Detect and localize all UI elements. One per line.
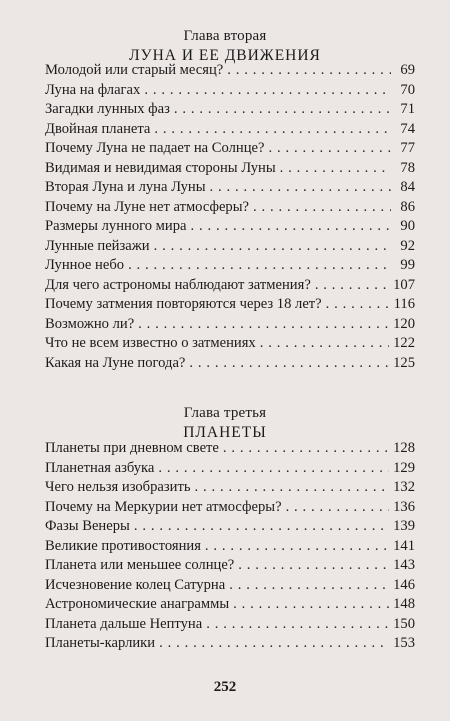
dot-leader [134,517,389,537]
toc-entry-page: 153 [393,635,415,651]
dot-leader [206,615,389,635]
toc-entry-title: Луна на флагах [45,81,141,98]
toc-entry-page: 141 [393,537,415,554]
toc-entry [45,517,415,537]
toc-entry [45,178,415,198]
toc-entry-title: Великие противостояния [45,537,201,554]
toc-entry-title: Какая на Луне погода? [45,354,186,371]
toc-entry-page: 120 [393,315,415,332]
toc-entry-title: Исчезновение колец Сатурна [45,576,226,593]
dot-leader [191,217,392,237]
dot-leader [174,100,391,120]
toc-entry-title: Молодой или старый месяц? [45,62,224,78]
dot-leader [326,295,390,315]
chapter-2-label: Глава вторая [183,28,267,44]
toc-entry [45,634,415,654]
toc-entry-title: Лунные пейзажи [45,237,150,254]
toc-entry-page: 132 [393,479,415,495]
toc-entry [45,498,415,518]
toc-entry [45,217,415,237]
dot-leader [227,61,391,81]
toc-entry-title: Лунное небо [45,257,125,273]
toc-entry-page: 107 [393,276,415,293]
toc-entry [45,478,415,498]
dot-leader [159,634,389,654]
toc-entry-page: 70 [400,81,415,98]
toc-entry [45,198,415,218]
toc-entry [45,315,415,335]
chapter-2-contents [45,61,415,373]
dot-leader [154,237,391,257]
toc-entry-page: 99 [400,257,415,273]
toc-entry [45,295,415,315]
toc-entry-page: 139 [393,518,415,534]
toc-entry [45,576,415,596]
toc-entry [45,334,415,354]
page-number: 252 [213,679,237,695]
toc-entry-title: Планетная азбука [45,459,155,476]
toc-entry-title: Возможно ли? [45,315,135,332]
toc-entry-title: Фазы Венеры [45,518,130,534]
toc-entry-page: 125 [393,354,415,371]
toc-entry-page: 69 [400,62,415,78]
dot-leader [315,276,389,296]
chapter-2-title: ЛУНА И ЕЕ ДВИЖЕНИЯ [129,47,321,64]
toc-entry-title: Видимая и невидимая стороны Луны [45,159,276,176]
dot-leader [286,498,390,518]
toc-entry-page: 71 [400,101,415,117]
toc-entry-title: Почему на Луне нет атмосферы? [45,198,250,215]
toc-entry-page: 136 [393,498,415,515]
toc-entry [45,615,415,635]
toc-entry-page: 146 [393,576,415,593]
dot-leader [189,354,389,374]
toc-entry-page: 116 [393,296,415,312]
toc-entry-title: Загадки лунных фаз [45,101,170,117]
toc-entry [45,139,415,159]
dot-leader [210,178,391,198]
toc-entry-title: Планеты-карлики [45,635,156,651]
toc-entry-page: 77 [400,140,415,156]
toc-entry [45,61,415,81]
toc-entry-page: 143 [393,557,415,573]
toc-entry-page: 150 [393,615,415,632]
toc-entry-page: 74 [400,120,415,137]
dot-leader [260,334,389,354]
toc-entry [45,81,415,101]
dot-leader [144,81,391,101]
toc-entry-title: Почему затмения повторяются через 18 лет? [45,296,322,312]
toc-entry-page: 90 [400,218,415,234]
dot-leader [138,315,389,335]
dot-leader [194,478,389,498]
toc-entry-title: Чего нельзя изобразить [45,479,191,495]
dot-leader [128,256,391,276]
toc-entry [45,276,415,296]
toc-entry-page: 86 [400,198,415,215]
dot-leader [253,198,391,218]
chapter-3-label: Глава третья [183,405,267,421]
toc-entry [45,537,415,557]
toc-entry-page: 148 [393,596,415,612]
toc-entry-title: Что не всем известно о затмениях [45,335,256,351]
dot-leader [280,159,391,179]
toc-entry-title: Почему на Меркурии нет атмосферы? [45,498,282,515]
toc-entry [45,100,415,120]
toc-entry-title: Почему Луна не падает на Солнце? [45,140,265,156]
toc-entry-page: 122 [393,335,415,351]
toc-entry [45,556,415,576]
chapter-3-contents [45,439,415,654]
dot-leader [238,556,389,576]
dot-leader [205,537,389,557]
dot-leader [268,139,391,159]
toc-entry-title: Размеры лунного мира [45,218,187,234]
toc-entry [45,256,415,276]
dot-leader [229,576,389,596]
chapter-3-title: ПЛАНЕТЫ [183,424,267,441]
toc-entry [45,439,415,459]
toc-entry [45,459,415,479]
toc-entry-page: 92 [400,237,415,254]
toc-entry-page: 129 [393,459,415,476]
toc-entry-title: Для чего астрономы наблюдают затмения? [45,276,311,293]
toc-entry [45,237,415,257]
toc-entry [45,595,415,615]
toc-entry-title: Двойная планета [45,120,151,137]
dot-leader [223,439,389,459]
toc-entry-title: Астрономические анаграммы [45,596,230,612]
toc-entry-title: Планета или меньшее солнце? [45,557,235,573]
toc-entry-title: Вторая Луна и луна Луны [45,179,206,195]
toc-entry [45,120,415,140]
toc-entry [45,354,415,374]
toc-entry-title: Планета дальше Нептуна [45,615,203,632]
toc-entry-title: Планеты при дневном свете [45,440,219,456]
toc-entry-page: 84 [400,179,415,195]
dot-leader [233,595,389,615]
dot-leader [154,120,391,140]
dot-leader [158,459,389,479]
toc-entry-page: 78 [400,159,415,176]
toc-entry [45,159,415,179]
toc-entry-page: 128 [393,440,415,456]
